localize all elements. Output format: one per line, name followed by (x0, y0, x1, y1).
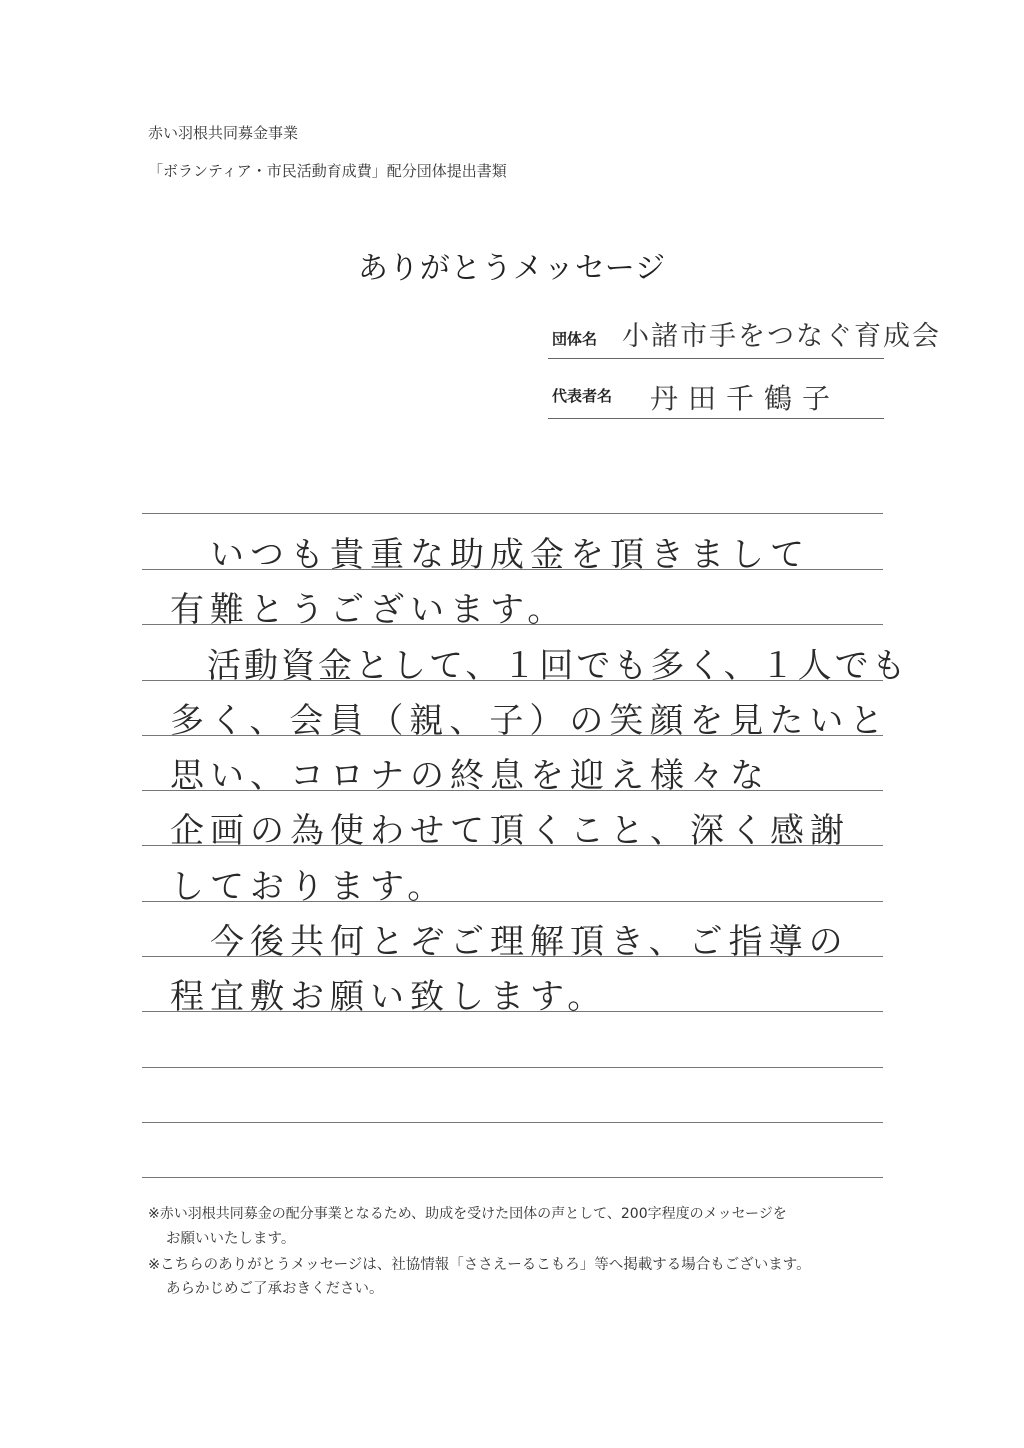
org-name-underline (548, 358, 884, 359)
header-document-type: 「ボランティア・市民活動育成費」配分団体提出書類 (148, 162, 507, 180)
message-line: しております。 (170, 867, 448, 907)
representative-label: 代表者名 (552, 387, 613, 405)
page-title: ありがとうメッセージ (357, 251, 667, 286)
message-line: 有難とうございます。 (170, 590, 568, 630)
message-line: 思い、コロナの終息を迎え様々な (170, 756, 770, 796)
message-line: 多く、会員（親、子）の笑顔を見たいと (170, 701, 890, 741)
header-program-name: 赤い羽根共同募金事業 (148, 124, 299, 142)
ruled-line (142, 1177, 883, 1178)
footnote-1: ※赤い羽根共同募金の配分事業となるため、助成を受けた団体の声として、200字程度のメッセージを (148, 1206, 787, 1222)
message-line: 今後共何とぞご理解頂き、ご指導の (170, 922, 849, 962)
footnote-2-continued: あらかじめご了承おきください。 (166, 1281, 384, 1297)
ruled-line (142, 1122, 883, 1123)
representative-underline (548, 418, 884, 419)
message-line: 企画の為使わせて頂くこと、深く感謝 (170, 811, 850, 851)
footnote-2: ※こちらのありがとうメッセージは、社協情報「ささえーるこもろ」等へ掲載する場合もございます。 (148, 1257, 811, 1273)
message-line: いつも貴重な助成金を頂きまして (170, 535, 810, 575)
message-line: 活動資金として、１回でも多く、１人でも (170, 646, 909, 686)
org-name-label: 団体名 (552, 330, 598, 348)
ruled-line (142, 1067, 883, 1068)
representative-value: 丹田千鶴子 (650, 382, 841, 415)
message-line: 程宜敷お願い致します。 (170, 977, 608, 1017)
org-name-value: 小諸市手をつなぐ育成会 (622, 321, 941, 352)
footnote-1-continued: お願いいたします。 (166, 1231, 296, 1247)
ruled-line (142, 513, 883, 514)
